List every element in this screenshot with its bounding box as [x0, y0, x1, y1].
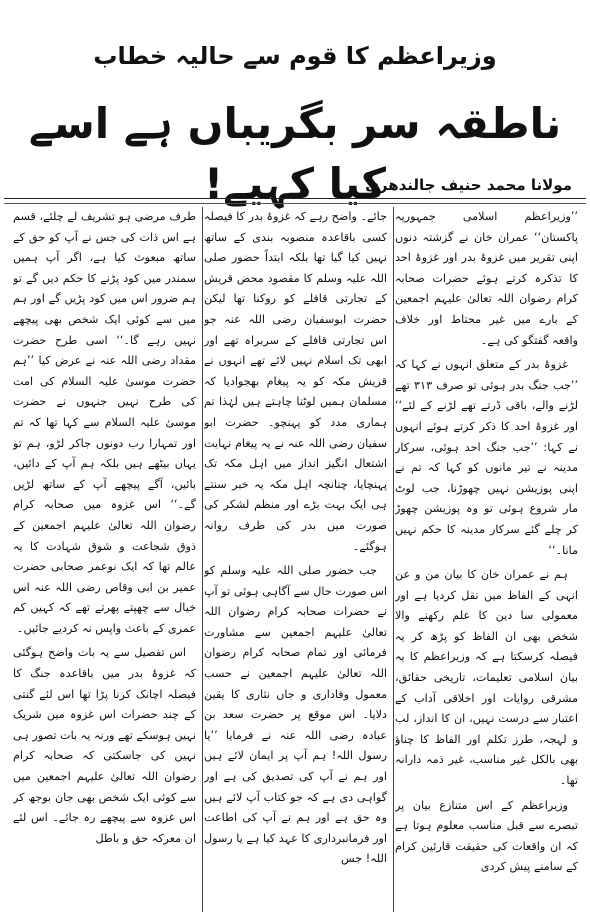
column-3-paragraph: اس تفصیل سے یہ بات واضح ہوگئی کہ غزوۂ بدر میں باقاعدہ جنگ کا فیصلہ اچانک کرنا پڑا تھا اس لئے گنتی کے چند حضرات اس غزوہ میں شریک نہیں ہوسکے تھے ورنہ یہ بات تصور ہی نہیں کی جاسکتی کہ صحابہ کرام رضوان اللہ تعالیٰ علیہم اجمعین میں سے کوئی ایک شخص بھی جان بوجھ کر اس غزوہ سے پیچھے رہ جائے۔ اس لئے ان معرکہ حق و باطل: [13, 646, 196, 845]
column-1-paragraph: وزیراعظم کے اس متنازع بیان پر تبصرے سے قبل مناسب معلوم ہوتا ہے کہ ان واقعات کی حقیقت قارئین کرام کے سامنے پیش کردی: [395, 798, 578, 874]
article-column-1: [395, 207, 578, 912]
column-1-paragraph: ’’وزیراعظم اسلامی جمہوریہ پاکستان‘‘ عمران خان نے گزشتہ دنوں اپنی تقریر میں غزوۂ بدر اور غزوۂ احد کا تذکرہ کرتے ہوئے حضرات صحابہ کرام رضوان اللہ تعالیٰ علیہم اجمعین کے بارے میں غیر محتاط اور خلاف واقعہ گفتگو کی ہے۔: [395, 210, 578, 347]
article-column-2: [204, 207, 387, 912]
column-1-paragraph: ہم نے عمران خان کا بیان من و عن انہی کے الفاظ میں نقل کردیا ہے اور معمولی سا دین کا علم رکھنے والا شخص بھی ان الفاظ کو پڑھ کر یہ فیصلہ کرسکتا ہے کہ وزیراعظم کا یہ بیان اسلامی تعلیمات، تاریخی حقائق، مشرقی روایات اور اخلاقی آداب کے اعتبار سے درست نہیں، ان کا انداز، لب و لہجہ، طرز تکلم اور الفاظ کا چناؤ بھی بالکل غیر مناسب، غیر ذمہ دارانہ تھا۔: [395, 568, 578, 788]
article-byline: مولانا محمد حنیف جالندھری: [365, 176, 572, 194]
article-kicker: وزیراعظم کا قوم سے حالیہ خطاب: [93, 42, 497, 70]
column-divider: [393, 207, 394, 912]
column-2-paragraph: جائے۔ واضح رہے کہ غزوۂ بدر کا فیصلہ کسی باقاعدہ منصوبہ بندی کے ساتھ نہیں کیا گیا تھا بلکہ ابتداً حضور صلی اللہ علیہ وسلم کا مقصود محض قریش کے تجارتی قافلے کو روکنا تھا لیکن حضرت ابوسفیان رضی اللہ عنہ جو اس تجارتی قافلے کے سربراہ تھے اور ابھی تک اسلام نہیں لائے تھے انہوں نے قریش مکہ کو یہ پیغام بھجوادیا کہ مسلمان ہمیں لوٹنا چاہتے ہیں لہٰذا تم ہماری مدد کو پہنچو۔ حضرت ابو سفیان رضی اللہ عنہ نے یہ پیغام نہایت اشتعال انگیز انداز میں اہل مکہ تک پہنچایا، چنانچہ اہل مکہ یہ خبر سنتے ہی ایک بہت بڑے اور منظم لشکر کی صورت میں بدر کی طرف روانہ ہوگئے۔: [204, 210, 387, 553]
header-rule-thin: [4, 203, 586, 204]
article-headline: ناطقہ سر بگریباں ہے اسے کیا کہیے!: [28, 99, 562, 208]
header-rule: [4, 198, 586, 199]
column-1-paragraph: غزوۂ بدر کے متعلق انہوں نے کہا کہ ’’جب جنگ بدر ہوئی تو صرف ۳۱۳ تھے لڑنے والے، باقی ڈرتے تھے لڑنے کے لئے‘‘ اور غزوۂ احد کا ذکر کرتے ہوئے انہوں نے کہا: ’’جب جنگ احد ہوئی، سرکار مدینہ نے تیر مانوں کو کہا کہ تم نے اپنی پوزیشن نہیں چھوڑنا، جب لوٹ مار شروع ہوئی تو وہ پوزیشن چھوڑ کر چلے گئے سرکار مدینہ کا حکم نہیں مانا۔‘‘: [395, 358, 578, 557]
column-divider: [202, 207, 203, 912]
column-2-paragraph: جب حضور صلی اللہ علیہ وسلم کو اس صورت حال سے آگاہی ہوئی تو آپ نے حضرات صحابہ کرام رضوان اللہ تعالیٰ علیہم اجمعین سے مشاورت فرمائی اور تمام صحابہ کرام رضوان اللہ تعالیٰ علیہم اجمعین نے حسب معمول وفاداری و جاں نثاری کا یقین دلایا۔ اس موقع پر حضرت سعد بن عبادہ رضی اللہ عنہ نے فرمایا ’’یا رسول اللہ! ہم آپ پر ایمان لائے ہیں اور ہم نے آپ کی تصدیق کی ہے اور گواہی دی ہے کہ جو کتاب آپ لائے ہیں وہ حق ہے اور ہم نے آپ کی اطاعت اور فرمانبرداری کا عہد کیا ہے یا رسول اللہ! جس: [204, 564, 387, 866]
article-column-3: [13, 207, 196, 912]
column-3-paragraph: طرف مرضی ہو تشریف لے چلئے، قسم ہے اس ذات کی جس نے آپ کو حق کے ساتھ مبعوث کیا ہے، اگر آپ ہمیں سمندر میں کود پڑنے کا حکم دیں گے تو ہم ضرور اس میں کود پڑیں گے اور ہم میں سے کوئی ایک شخص بھی پیچھے نہیں رہے گا۔‘‘ اسی طرح حضرت مقداد رضی اللہ عنہ نے عرض کیا ’’ہم حضرت موسیٰ علیہ السلام کی امت کی طرح نہیں جنہوں نے حضرت موسیٰ علیہ السلام سے کہا تھا کہ تم اور تمہارا رب دونوں جاکر لڑو، ہم تو یہاں بیٹھے ہیں بلکہ ہم آپ کے دائیں، بائیں، آگے پیچھے آپ کے ساتھ لڑیں گے۔‘‘ اس غزوہ میں صحابہ کرام رضوان اللہ تعالیٰ علیہم اجمعین کے ذوق شجاعت و شوق شہادت کا یہ عالم تھا کہ ایک نوعمر صحابی حضرت عمیر بن ابی وقاص رضی اللہ عنہ اس خیال سے چھپتے پھرتے تھے کہ کہیں کم عمری کے باعث واپس نہ کردیے جائیں۔: [13, 210, 196, 635]
